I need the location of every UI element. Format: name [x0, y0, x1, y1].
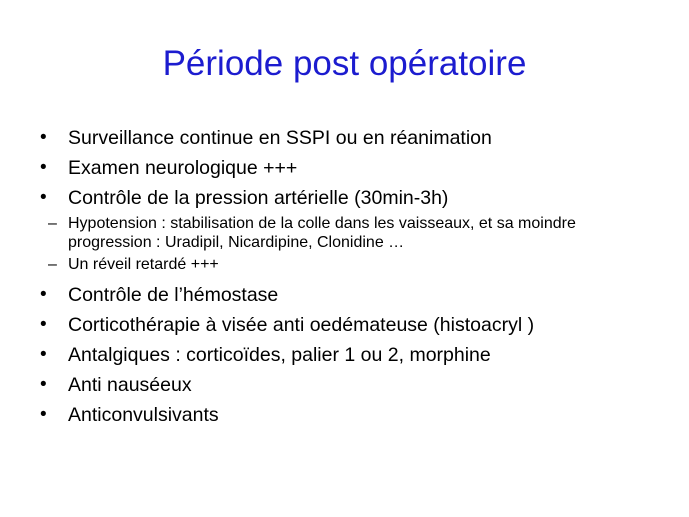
bullet-item: [36, 340, 676, 370]
bullet-icon: •: [40, 374, 47, 395]
bullet-item: [36, 183, 676, 213]
bullet-text: Corticothérapie à visée anti oedémateuse (histoacryl ): [68, 314, 535, 336]
bullet-text: Anticonvulsivants: [68, 404, 219, 426]
bullet-text: Antalgiques : corticoïdes, palier 1 ou 2, morphine: [68, 344, 491, 366]
sub-list: [38, 214, 676, 274]
bullet-item: [36, 123, 676, 153]
bullet-icon: •: [40, 127, 47, 148]
bullet-icon: •: [40, 404, 47, 425]
bullet-icon: •: [40, 187, 47, 208]
bullet-text: Examen neurologique +++: [68, 157, 298, 179]
bullet-icon: •: [40, 314, 47, 335]
bullet-item: [36, 153, 676, 183]
bullet-text: Surveillance continue en SSPI ou en réanimation: [68, 127, 492, 149]
bullet-item: [36, 310, 676, 340]
sub-list-container: [36, 214, 676, 274]
sub-item-text: Hypotension : stabilisation de la colle dans les vaisseaux, et sa moindre progression : Uradipil, Nicardipine, Clonidine …: [68, 215, 576, 251]
bullet-text: Contrôle de l’hémostase: [68, 284, 279, 306]
bullet-item: [36, 370, 676, 400]
slide-title: Période post opératoire: [162, 44, 527, 83]
bullet-text: Anti nauséeux: [68, 374, 192, 396]
bullet-icon: •: [40, 284, 47, 305]
bullet-text: Contrôle de la pression artérielle (30min-3h): [68, 187, 449, 209]
bullet-item: [36, 280, 676, 310]
sub-item: [38, 255, 676, 274]
dash-icon: –: [48, 256, 57, 273]
dash-icon: –: [48, 215, 57, 232]
sub-item: [38, 214, 588, 252]
bullet-icon: •: [40, 344, 47, 365]
bullet-list: [36, 123, 676, 430]
bullet-item: [36, 400, 676, 430]
sub-item-text: Un réveil retardé +++: [68, 256, 219, 273]
bullet-icon: •: [40, 157, 47, 178]
